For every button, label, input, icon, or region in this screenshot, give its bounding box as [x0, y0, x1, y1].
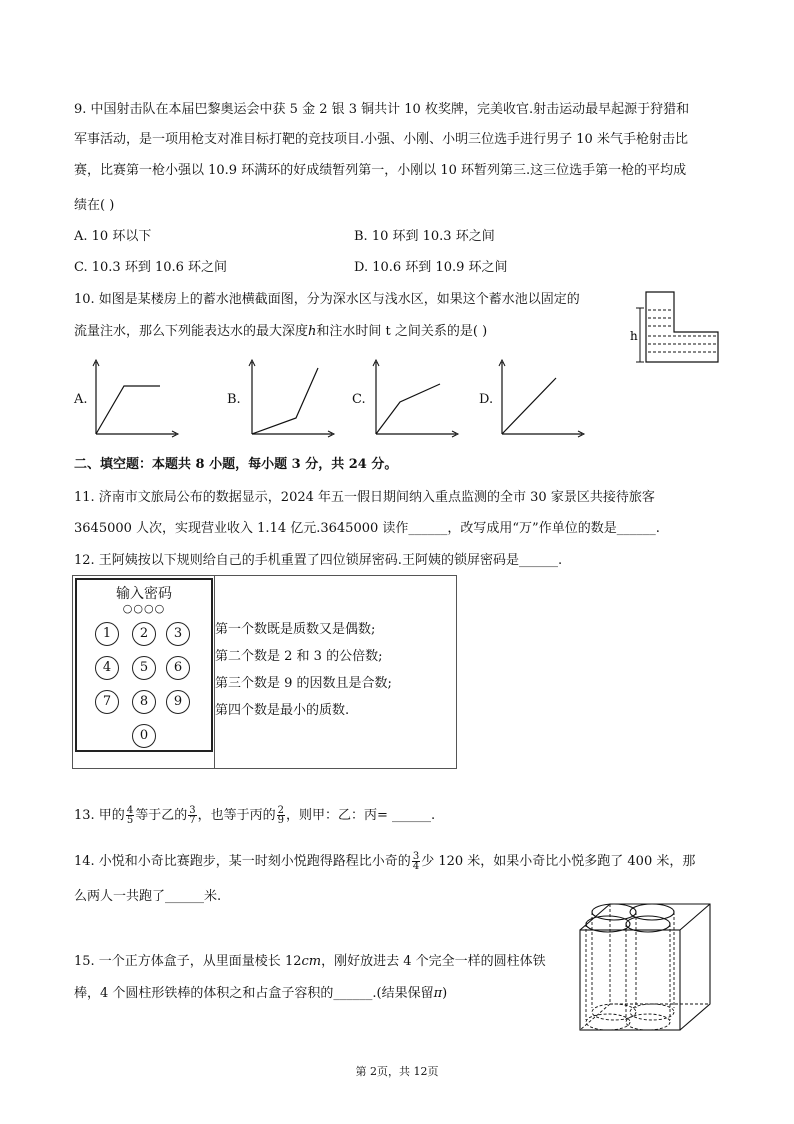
rule-2: 第二个数是 2 和 3 的公倍数; — [215, 649, 383, 664]
graph-b — [244, 358, 336, 440]
key-6[interactable]: 6 — [166, 656, 190, 680]
q12-table — [72, 575, 457, 769]
q13-fraction-1: $\frac{4}{5}$ — [126, 805, 134, 826]
q10-line-2: 流量注水，那么下列能表达水的最大深度h和注水时间 t 之间关系的是( ) — [74, 324, 488, 339]
q15-line-1: 15. 一个正方体盒子，从里面量棱长 12cm，刚好放进去 4 个完全一样的圆柱体铁 — [74, 954, 546, 969]
q14-fraction: $\frac{3}{4}$ — [412, 851, 420, 872]
key-5[interactable]: 5 — [132, 656, 156, 680]
graph-label-b: B. — [227, 392, 241, 407]
q13-fraction-2: $\frac{3}{7}$ — [189, 805, 196, 826]
graph-c — [368, 358, 460, 440]
key-2[interactable]: 2 — [132, 622, 156, 646]
key-3[interactable]: 3 — [166, 622, 190, 646]
q9-option-a: A. 10 环以下 — [74, 229, 152, 244]
key-9[interactable]: 9 — [166, 690, 190, 714]
q9-line-2: 军事活动，是一项用枪支对准目标打靶的竞技项目.小强、小刚、小明三位选手进行男子 10 米气手枪射击比 — [74, 132, 688, 147]
rule-1: 第一个数既是质数又是偶数; — [215, 622, 376, 637]
phone-keypad — [75, 578, 213, 752]
q9-line-4: 绩在( ) — [74, 198, 115, 213]
q9-line-3: 赛，比赛第一枪小强以 10.9 环满环的好成绩暂列第一，小刚以 10 环暂列第三.这三位选手第一枪的平均成 — [74, 163, 687, 178]
q11-line-2: 3645000 人次，实现营业收入 1.14 亿元.3645000 读作______，改写成用“万”作单位的数是______. — [74, 521, 660, 536]
graph-label-a: A. — [74, 392, 88, 407]
pin-dots: ○○○○ — [122, 602, 166, 615]
cube-cylinders-figure — [574, 900, 716, 1036]
page-footer: 第 2页，共 12页 — [355, 1065, 439, 1078]
q13-fraction-3: $\frac{2}{9}$ — [277, 805, 284, 826]
q9-option-d: D. 10.6 环到 10.9 环之间 — [354, 260, 508, 275]
phone-title: 输入密码 — [116, 586, 172, 602]
q9-option-c: C. 10.3 环到 10.6 环之间 — [74, 260, 228, 275]
key-8[interactable]: 8 — [132, 690, 156, 714]
graph-a — [88, 358, 180, 440]
key-0[interactable]: 0 — [132, 724, 156, 748]
key-4[interactable]: 4 — [95, 656, 119, 680]
section-2-title: 二、填空题：本题共 8 小题，每小题 3 分，共 24 分。 — [74, 457, 398, 472]
q11-line-1: 11. 济南市文旅局公布的数据显示，2024 年五一假日期间纳入重点监测的全市 30 家景区共接待旅客 — [74, 490, 655, 505]
rule-3: 第三个数是 9 的因数且是合数; — [215, 676, 392, 691]
q14-line-1: 14. 小悦和小奇比赛跑步，某一时刻小悦跑得路程比小奇的 $\frac{3}{4}$ 少 120 米，如果小奇比小悦多跑了 400 米，那 — [74, 851, 696, 872]
graph-d — [494, 358, 586, 440]
q14-line-2: 么两人一共跑了______米. — [74, 889, 222, 904]
graph-label-c: C. — [352, 392, 366, 407]
q15-line-2: 棒，4 个圆柱形铁棒的体积之和占盒子容积的______.(结果保留π) — [74, 986, 448, 1001]
q9-line-1: 9. 中国射击队在本届巴黎奥运会中获 5 金 2 银 3 铜共计 10 枚奖牌，完美收官.射击运动最早起源于狩猎和 — [74, 102, 690, 117]
key-1[interactable]: 1 — [95, 622, 119, 646]
q13-line: 13. 甲的 $\frac{4}{5}$ 等于乙的 $\frac{3}{7}$ ，也等于丙的 $\frac{2}{9}$ ，则甲：乙：丙= ______. — [74, 805, 436, 826]
q9-option-b: B. 10 环到 10.3 环之间 — [354, 229, 495, 244]
q10-line-1: 10. 如图是某楼房上的蓄水池横截面图，分为深水区与浅水区，如果这个蓄水池以固定的 — [74, 292, 580, 307]
tank-h-label: h — [630, 329, 638, 343]
graph-label-d: D. — [479, 392, 494, 407]
water-tank-figure — [626, 288, 724, 370]
rule-4: 第四个数是最小的质数. — [215, 703, 350, 718]
key-7[interactable]: 7 — [95, 690, 119, 714]
q12-line-1: 12. 王阿姨按以下规则给自己的手机重置了四位锁屏密码.王阿姨的锁屏密码是______. — [74, 553, 563, 568]
